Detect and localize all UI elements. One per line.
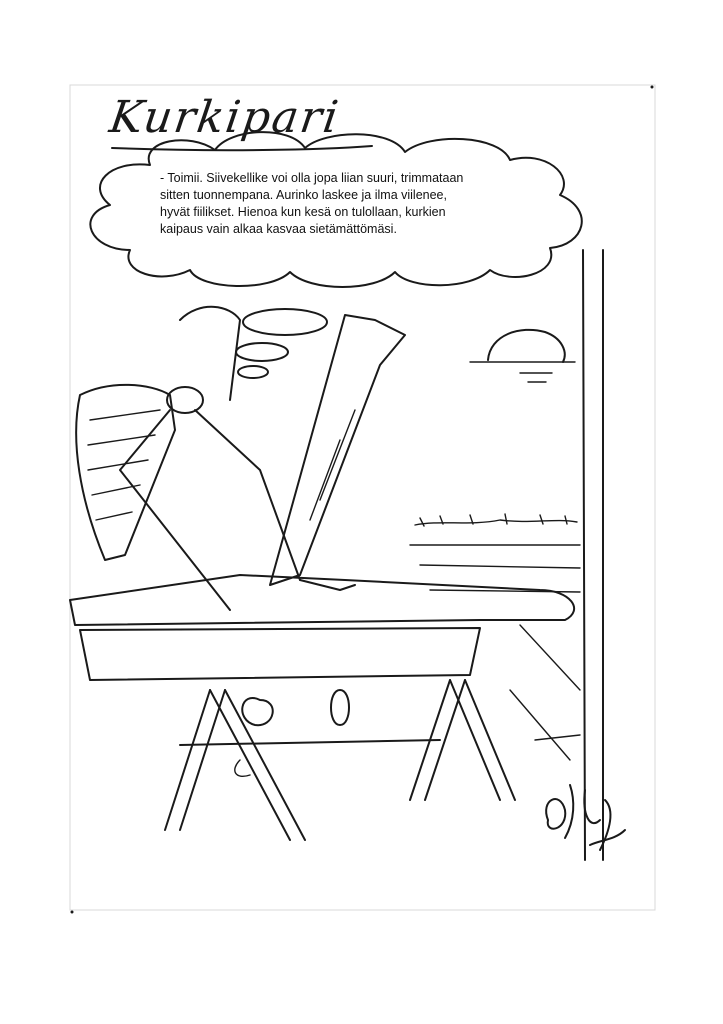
person-head [167, 387, 203, 413]
deck-lines [410, 545, 580, 760]
chair-back [76, 385, 175, 560]
ornament-left [242, 698, 272, 725]
thought-line: hyvät fiilikset. Hienoa kun kesä on tulollaan, kurkien [160, 205, 446, 219]
person-foot [300, 580, 355, 590]
signature-scribble [565, 785, 625, 850]
thought-line: kaipaus vain alkaa kasvaa sietämättömäsi. [160, 222, 397, 236]
title-underline [112, 146, 372, 150]
bench-leg-left-a [165, 690, 225, 830]
comic-title: Kurkipari [106, 92, 344, 143]
bench-leg-left-b [210, 690, 305, 840]
bench-front [80, 628, 480, 680]
post-left-edge [583, 250, 585, 860]
signature-o [546, 799, 565, 829]
bench-top [70, 575, 574, 625]
thought-text [160, 170, 550, 238]
horizon-grass [415, 520, 577, 525]
standing-wing [270, 315, 405, 585]
thought-line: sitten tuonnempana. Aurinko laskee ja ilma viilenee, [160, 188, 447, 202]
sun-horizon-lines [470, 362, 575, 382]
thought-bubble-medium [236, 343, 288, 361]
thought-line: - Toimii. Siivekellike voi olla jopa liian suuri, trimmataan [160, 171, 464, 185]
thought-bubble-small [238, 366, 268, 378]
person-leg [195, 410, 300, 580]
thought-bubble-large [243, 309, 327, 335]
person-body [120, 410, 230, 610]
tail-fin [180, 307, 240, 400]
sun [488, 330, 565, 362]
ornament-right [331, 690, 349, 725]
bench-crossbar [180, 740, 440, 745]
